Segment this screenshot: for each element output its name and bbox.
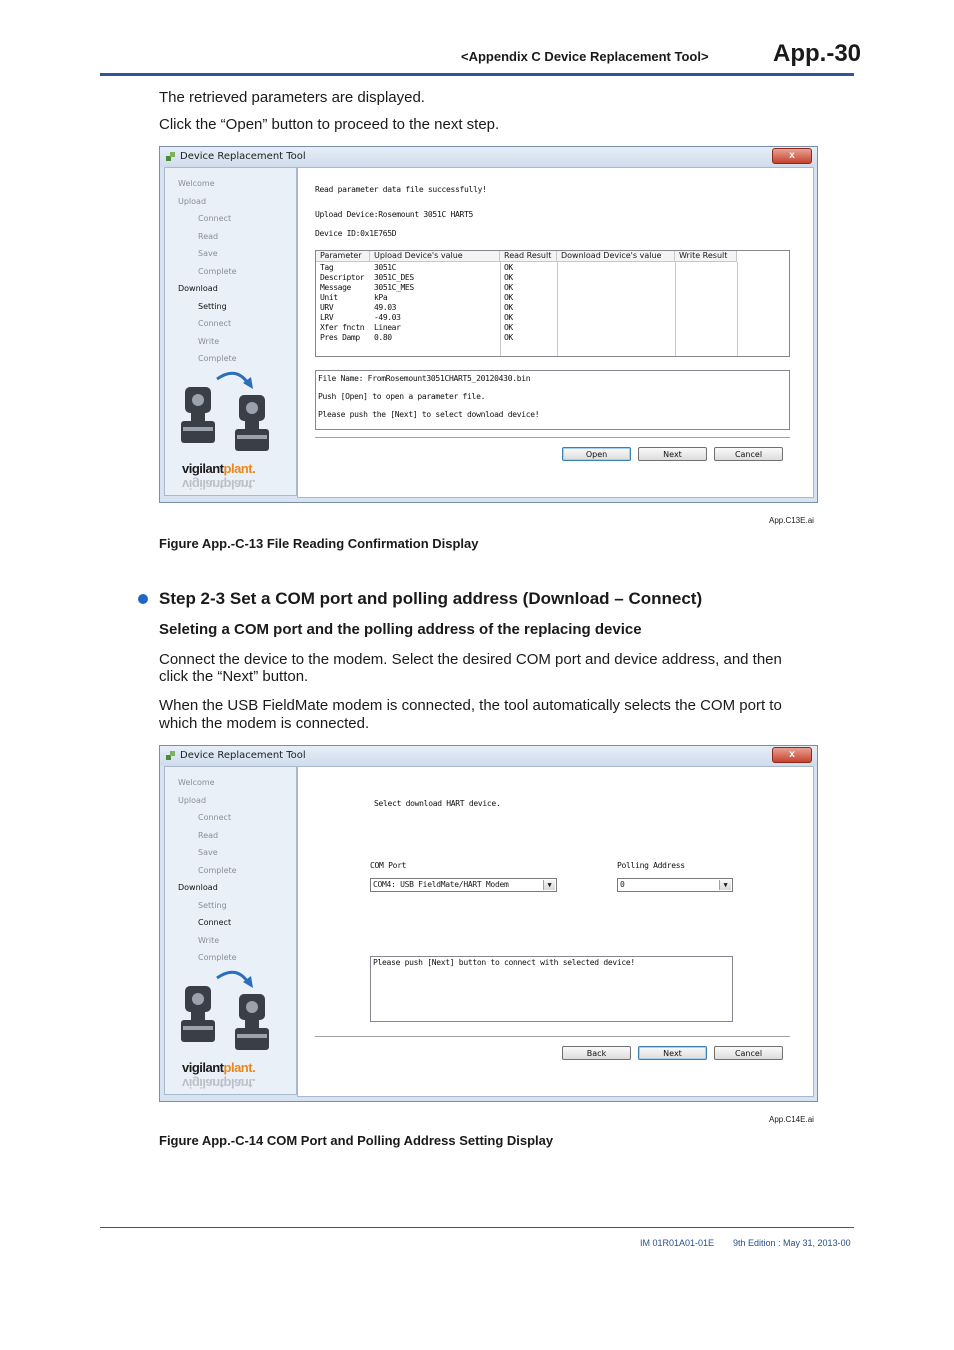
table-cell: 3051C_MES — [374, 283, 414, 292]
table-cell: kPa — [374, 293, 388, 302]
sidebar-item-welcome: Welcome — [178, 179, 215, 188]
col-divider — [500, 262, 501, 356]
close-button[interactable]: x — [772, 747, 812, 763]
table-cell: Unit — [320, 293, 338, 302]
polling-address-label: Polling Address — [617, 861, 685, 870]
intro-line-1: The retrieved parameters are displayed. — [159, 89, 425, 106]
figure2-caption: Figure App.-C-14 COM Port and Polling Address Setting Display — [159, 1133, 554, 1148]
transmitter-illustration — [179, 367, 279, 459]
table-cell: OK — [504, 293, 513, 302]
figure1-caption: Figure App.-C-13 File Reading Confirmation Display — [159, 536, 479, 551]
sidebar-item-write: Write — [198, 337, 220, 346]
title-bar — [160, 147, 817, 167]
message-file-name: File Name: FromRosemount3051CHART5_20120430.bin — [318, 374, 531, 383]
logo-word-2: plant. — [223, 1060, 256, 1075]
app-icon — [166, 152, 176, 162]
table-cell: Linear — [374, 323, 401, 332]
separator — [315, 437, 790, 439]
logo-reflection — [182, 1076, 255, 1091]
sidebar-item-download-complete: Complete — [198, 953, 237, 962]
page-number: App.-30 — [773, 40, 862, 67]
sidebar-item-upload: Upload — [178, 796, 207, 805]
com-port-select[interactable] — [370, 878, 557, 892]
content-panel — [297, 167, 814, 498]
document-number: IM 01R01A01-01E — [640, 1238, 715, 1248]
open-button[interactable]: Open — [562, 447, 631, 461]
table-cell: OK — [504, 333, 513, 342]
table-cell: 49.03 — [374, 303, 397, 312]
table-cell: Descriptor — [320, 273, 365, 282]
logo-reflection-word-2: plant. — [223, 477, 256, 492]
next-button[interactable]: Next — [638, 1046, 707, 1060]
table-cell: OK — [504, 323, 513, 332]
table-cell: 3051C — [374, 263, 397, 272]
bullet-icon — [138, 594, 148, 604]
table-cell: Xfer fnctn — [320, 323, 365, 332]
table-cell: OK — [504, 273, 513, 282]
dropdown-arrow-icon[interactable]: ▼ — [543, 880, 555, 890]
app-icon — [166, 751, 176, 761]
col-divider — [557, 262, 558, 356]
sidebar-item-read: Read — [198, 831, 219, 840]
table-cell: -49.03 — [374, 313, 401, 322]
figure1-file-id: App.C13E.ai — [769, 516, 814, 525]
window-title: Device Replacement Tool — [180, 151, 306, 162]
table-cell: Message — [320, 283, 351, 292]
polling-address-value: 0 — [620, 880, 625, 889]
col-header-parameter[interactable]: Parameter — [316, 251, 370, 262]
col-divider — [675, 262, 676, 356]
sidebar-item-upload-connect: Connect — [198, 214, 232, 223]
sidebar — [164, 766, 297, 1095]
next-button[interactable]: Next — [638, 447, 707, 461]
window-title: Device Replacement Tool — [180, 750, 306, 761]
logo-word-1: vigilant — [182, 461, 224, 476]
sidebar-item-download: Download — [178, 284, 218, 293]
com-port-label: COM Port — [370, 861, 407, 870]
intro-line-2: Click the “Open” button to proceed to the next step. — [159, 116, 500, 133]
step-para2-line1: When the USB FieldMate modem is connected, the tool automatically selects the COM port to — [159, 697, 782, 714]
content-panel — [297, 766, 814, 1097]
table-cell: OK — [504, 263, 513, 272]
sidebar-item-read: Read — [198, 232, 219, 241]
sidebar-item-download-complete: Complete — [198, 354, 237, 363]
table-cell: LRV — [320, 313, 334, 322]
message-connect-prompt: Please push [Next] button to connect with selected device! — [373, 958, 635, 967]
status-upload-device: Upload Device:Rosemount 3051C HART5 — [315, 210, 474, 219]
col-divider — [737, 262, 738, 356]
logo-word-1: vigilant — [182, 1060, 224, 1075]
step-para1-line1: Connect the device to the modem. Select the desired COM port and device address, and then — [159, 651, 782, 668]
col-header-write-result[interactable]: Write Result — [675, 251, 737, 262]
logo-reflection — [182, 477, 255, 492]
transmitter-illustration — [179, 966, 279, 1058]
dialog-window-file-reading — [159, 146, 818, 503]
table-cell: OK — [504, 303, 513, 312]
cancel-button[interactable]: Cancel — [714, 447, 783, 461]
figure2-file-id: App.C14E.ai — [769, 1115, 814, 1124]
sidebar-item-download-connect: Connect — [198, 319, 232, 328]
message-box[interactable] — [315, 370, 790, 430]
logo-reflection-word-2: plant. — [223, 1076, 256, 1091]
parameter-table[interactable] — [315, 250, 790, 357]
header-rule — [100, 73, 854, 76]
step-para1-line2: click the “Next” button. — [159, 668, 309, 685]
vigilantplant-logo — [182, 1060, 255, 1075]
sidebar-item-setting: Setting — [198, 901, 227, 910]
sidebar-item-save: Save — [198, 249, 218, 258]
sidebar-item-upload-connect: Connect — [198, 813, 232, 822]
sidebar-item-setting: Setting — [198, 302, 227, 311]
table-cell: 3051C_DES — [374, 273, 414, 282]
sidebar-item-welcome: Welcome — [178, 778, 215, 787]
message-push-open: Push [Open] to open a parameter file. — [318, 392, 486, 401]
table-cell: Tag — [320, 263, 334, 272]
sidebar-item-save: Save — [198, 848, 218, 857]
title-bar — [160, 746, 817, 766]
table-cell: OK — [504, 283, 513, 292]
message-push-next: Please push the [Next] to select download device! — [318, 410, 540, 419]
dialog-window-com-port — [159, 745, 818, 1102]
sidebar-item-upload-complete: Complete — [198, 267, 237, 276]
col-header-upload-value[interactable]: Upload Device's value — [370, 251, 500, 262]
logo-reflection-word-1: vigilant — [182, 477, 224, 492]
sidebar-item-upload: Upload — [178, 197, 207, 206]
edition-date: 9th Edition : May 31, 2013-00 — [733, 1238, 851, 1248]
col-header-download-value[interactable]: Download Device's value — [557, 251, 675, 262]
sidebar — [164, 167, 297, 496]
cancel-button[interactable]: Cancel — [714, 1046, 783, 1060]
logo-reflection-word-1: vigilant — [182, 1076, 224, 1091]
sidebar-item-download: Download — [178, 883, 218, 892]
separator — [315, 1036, 790, 1038]
sidebar-item-download-connect: Connect — [198, 918, 232, 927]
vigilantplant-logo — [182, 461, 255, 476]
dropdown-arrow-icon[interactable]: ▼ — [719, 880, 731, 890]
com-port-value: COM4: USB FieldMate/HART Modem — [373, 880, 509, 889]
back-button[interactable]: Back — [562, 1046, 631, 1060]
sidebar-item-write: Write — [198, 936, 220, 945]
step-heading: Step 2-3 Set a COM port and polling address (Download – Connect) — [159, 589, 703, 608]
table-cell: 0.80 — [374, 333, 392, 342]
status-read-success: Read parameter data file successfully! — [315, 185, 487, 194]
sidebar-item-upload-complete: Complete — [198, 866, 237, 875]
step-subheading: Seleting a COM port and the polling address of the replacing device — [159, 621, 642, 638]
table-cell: OK — [504, 313, 513, 322]
polling-address-select[interactable] — [617, 878, 733, 892]
footer-rule — [100, 1227, 854, 1228]
logo-word-2: plant. — [223, 461, 256, 476]
message-box[interactable] — [370, 956, 733, 1022]
select-device-prompt: Select download HART device. — [374, 799, 501, 808]
status-device-id: Device ID:0x1E765D — [315, 229, 397, 238]
step-para2-line2: which the modem is connected. — [159, 715, 370, 732]
table-cell: URV — [320, 303, 334, 312]
table-cell: Pres Damp — [320, 333, 360, 342]
running-header: <Appendix C Device Replacement Tool> — [461, 49, 709, 64]
col-header-read-result[interactable]: Read Result — [500, 251, 557, 262]
close-button[interactable]: x — [772, 148, 812, 164]
